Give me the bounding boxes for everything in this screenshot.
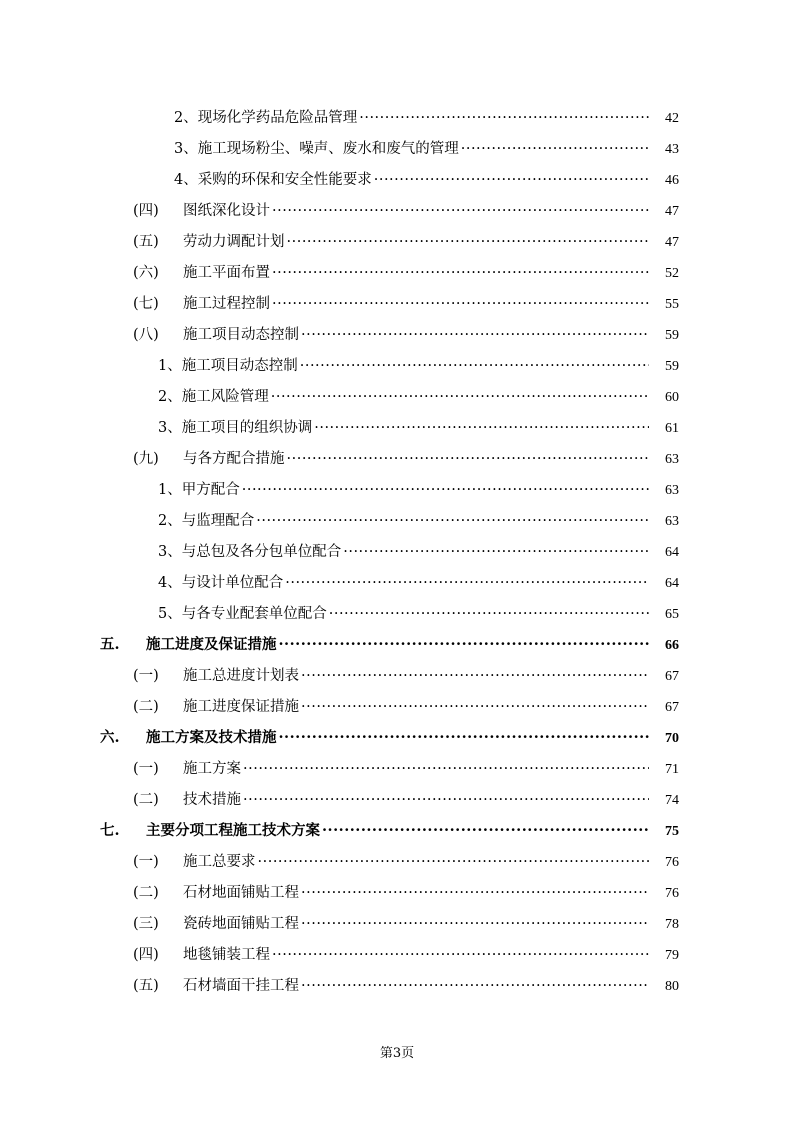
toc-entry-number: 六.: [100, 729, 120, 747]
toc-entry[interactable]: [0, 692, 794, 723]
toc-entry-title: 现场化学药品危险品管理: [197, 110, 358, 127]
toc-entry[interactable]: [0, 289, 794, 320]
dot-leader: [287, 235, 650, 250]
dot-leader: [461, 142, 649, 157]
toc-entry-body: [133, 917, 651, 932]
dot-leader: [301, 917, 649, 932]
toc-entry-title: 与监理配合: [181, 513, 255, 530]
toc-entry[interactable]: [0, 723, 794, 754]
dot-leader: [287, 452, 650, 467]
toc-entry-title: 主要分项工程施工技术方案: [146, 822, 320, 840]
toc-entry[interactable]: [0, 320, 794, 351]
toc-entry[interactable]: [0, 258, 794, 289]
toc-entry[interactable]: [0, 785, 794, 816]
toc-entry-body: [174, 142, 651, 157]
toc-entry-page-number: 59: [665, 327, 679, 343]
toc-entry[interactable]: [0, 816, 794, 847]
toc-entry-body: [133, 266, 651, 281]
toc-entry-page-number: 67: [665, 668, 679, 684]
toc-entry-body: [133, 297, 651, 312]
toc-entry[interactable]: [0, 475, 794, 506]
toc-entry[interactable]: [0, 878, 794, 909]
toc-entry[interactable]: [0, 165, 794, 196]
toc-entry-number: (九): [133, 451, 159, 468]
toc-entry-number: 3、: [174, 141, 198, 158]
toc-entry-number: (一): [133, 854, 159, 871]
toc-entry[interactable]: [0, 506, 794, 537]
toc-entry-number: (五): [133, 234, 159, 251]
dot-leader: [343, 545, 649, 560]
dot-leader: [272, 204, 649, 219]
dot-leader: [314, 421, 649, 436]
toc-entry-title: 施工风险管理: [181, 389, 269, 406]
dot-leader: [301, 886, 649, 901]
toc-entry-number: (八): [133, 327, 159, 344]
toc-entry-page-number: 66: [665, 637, 679, 653]
dot-leader: [374, 173, 649, 188]
toc-entry[interactable]: [0, 537, 794, 568]
toc-entry-title: 施工过程控制: [183, 296, 270, 313]
toc-entry-number: (三): [133, 916, 159, 933]
dot-leader: [271, 390, 649, 405]
toc-entry-page-number: 67: [665, 699, 679, 715]
toc-entry[interactable]: [0, 568, 794, 599]
toc-entry-page-number: 60: [665, 389, 679, 405]
toc-entry-body: [133, 793, 651, 808]
dot-leader: [243, 762, 649, 777]
toc-entry-number: 1、: [158, 482, 182, 499]
toc-entry-number: 七.: [100, 822, 120, 840]
toc-entry-body: [158, 390, 651, 405]
toc-entry-page-number: 63: [665, 513, 679, 529]
toc-entry-body: [133, 328, 651, 343]
toc-entry-number: (一): [133, 761, 159, 778]
toc-entry-title: 石材墙面干挂工程: [183, 978, 299, 995]
toc-entry-page-number: 63: [665, 482, 679, 498]
toc-entry-body: [158, 545, 651, 560]
toc-entry-body: [133, 886, 651, 901]
toc-entry-page-number: 64: [665, 544, 679, 560]
dot-leader: [301, 700, 649, 715]
toc-entry-page-number: 75: [665, 823, 679, 839]
toc-entry-page-number: 78: [665, 916, 679, 932]
toc-entry-number: 4、: [174, 172, 198, 189]
toc-entry-body: [158, 607, 651, 622]
toc-entry-number: 4、: [158, 575, 182, 592]
toc-entry-page-number: 47: [665, 234, 679, 250]
toc-entry-page-number: 65: [665, 606, 679, 622]
toc-entry-body: [158, 421, 651, 436]
toc-entry-page-number: 46: [665, 172, 679, 188]
toc-entry[interactable]: [0, 661, 794, 692]
toc-entry-number: 2、: [158, 389, 182, 406]
toc-entry-body: [133, 452, 651, 467]
toc-entry-title: 施工进度保证措施: [183, 699, 299, 716]
toc-entry-title: 施工方案: [183, 761, 241, 778]
toc-entry-body: [133, 855, 651, 870]
toc-entry-page-number: 47: [665, 203, 679, 219]
toc-entry[interactable]: [0, 413, 794, 444]
dot-leader: [279, 731, 650, 746]
dot-leader: [272, 266, 649, 281]
toc-entry-page-number: 63: [665, 451, 679, 467]
toc-entry-body: [174, 111, 651, 126]
toc-entry-page-number: 55: [665, 296, 679, 312]
toc-entry-number: 2、: [174, 110, 198, 127]
toc-entry-number: (四): [133, 203, 159, 220]
toc-entry-title: 技术措施: [183, 792, 241, 809]
toc-entry-title: 施工项目的组织协调: [181, 420, 313, 437]
toc-entry-title: 采购的环保和安全性能要求: [197, 172, 372, 189]
dot-leader: [272, 948, 649, 963]
toc-entry-page-number: 70: [665, 730, 679, 746]
toc-entry-body: [158, 514, 651, 529]
toc-entry-page-number: 76: [665, 885, 679, 901]
dot-leader: [256, 514, 649, 529]
toc-entry[interactable]: [0, 630, 794, 661]
toc-entry-body: [133, 762, 651, 777]
toc-entry-number: (二): [133, 699, 159, 716]
toc-entry-title: 石材地面铺贴工程: [183, 885, 299, 902]
toc-entry-page-number: 79: [665, 947, 679, 963]
toc-entry-title: 与各专业配套单位配合: [181, 606, 327, 623]
toc-entry-page-number: 64: [665, 575, 679, 591]
toc-entry[interactable]: [0, 909, 794, 940]
toc-entry-title: 与设计单位配合: [181, 575, 284, 592]
toc-entry-title: 地毯铺装工程: [183, 947, 270, 964]
dot-leader: [258, 855, 650, 870]
toc-entry-title: 与各方配合措施: [183, 451, 285, 468]
toc-entry-number: 五.: [100, 636, 120, 654]
toc-entry[interactable]: [0, 351, 794, 382]
toc-entry-body: [174, 173, 651, 188]
toc-entry[interactable]: [0, 196, 794, 227]
dot-leader: [242, 483, 649, 498]
toc-entry-title: 瓷砖地面铺贴工程: [183, 916, 299, 933]
toc-entry-body: [133, 948, 651, 963]
toc-entry-number: (二): [133, 885, 159, 902]
toc-entry-body: [133, 669, 651, 684]
toc-entry[interactable]: [0, 599, 794, 630]
toc-entry[interactable]: [0, 847, 794, 878]
page-footer: 第3页: [379, 1046, 415, 1061]
dot-leader: [301, 328, 649, 343]
toc-entry-title: 施工平面布置: [183, 265, 270, 282]
toc-entry[interactable]: [0, 940, 794, 971]
table-of-contents: [0, 103, 794, 1002]
toc-entry-body: [133, 235, 651, 250]
toc-entry-title: 施工项目动态控制: [181, 358, 298, 375]
dot-leader: [279, 638, 650, 653]
toc-entry-title: 施工总进度计划表: [183, 668, 299, 685]
toc-entry-title: 与总包及各分包单位配合: [181, 544, 342, 561]
toc-entry[interactable]: [0, 971, 794, 1002]
toc-entry[interactable]: [0, 227, 794, 258]
toc-entry-body: [100, 638, 651, 653]
toc-entry-title: 劳动力调配计划: [183, 234, 285, 251]
toc-entry-page-number: 71: [665, 761, 679, 777]
toc-entry-number: (五): [133, 978, 159, 995]
toc-entry-page-number: 59: [665, 358, 679, 374]
dot-leader: [322, 824, 649, 839]
toc-entry-title: 施工进度及保证措施: [146, 636, 277, 654]
toc-entry[interactable]: [0, 382, 794, 413]
toc-entry-body: [100, 824, 651, 839]
toc-entry-body: [100, 731, 651, 746]
toc-entry-page-number: 76: [665, 854, 679, 870]
toc-entry-number: 2、: [158, 513, 182, 530]
toc-entry-page-number: 42: [665, 110, 679, 126]
toc-entry[interactable]: [0, 103, 794, 134]
toc-entry-body: [133, 204, 651, 219]
dot-leader: [300, 359, 649, 374]
toc-entry-number: 3、: [158, 420, 182, 437]
toc-entry-page-number: 52: [665, 265, 679, 281]
toc-entry-number: (一): [133, 668, 159, 685]
toc-entry[interactable]: [0, 444, 794, 475]
dot-leader: [272, 297, 649, 312]
toc-entry-number: (六): [133, 265, 159, 282]
toc-entry-page-number: 74: [665, 792, 679, 808]
toc-entry-page-number: 43: [665, 141, 679, 157]
toc-entry-title: 施工方案及技术措施: [146, 729, 277, 747]
toc-entry-body: [158, 576, 651, 591]
dot-leader: [301, 979, 649, 994]
toc-entry-title: 施工现场粉尘、噪声、废水和废气的管理: [197, 141, 459, 158]
toc-entry-number: (四): [133, 947, 159, 964]
toc-entry-body: [158, 483, 651, 498]
toc-entry-number: (七): [133, 296, 159, 313]
toc-entry-title: 施工总要求: [183, 854, 256, 871]
toc-entry[interactable]: [0, 134, 794, 165]
toc-entry-number: 3、: [158, 544, 182, 561]
toc-entry-title: 施工项目动态控制: [183, 327, 299, 344]
dot-leader: [329, 607, 649, 622]
toc-entry-number: 5、: [158, 606, 182, 623]
toc-entry-page-number: 61: [665, 420, 679, 436]
dot-leader: [359, 111, 649, 126]
toc-entry-number: 1、: [158, 358, 182, 375]
toc-entry-body: [133, 700, 651, 715]
toc-entry-title: 图纸深化设计: [183, 203, 270, 220]
dot-leader: [243, 793, 649, 808]
dot-leader: [301, 669, 649, 684]
toc-entry[interactable]: [0, 754, 794, 785]
toc-entry-number: (二): [133, 792, 159, 809]
toc-entry-body: [133, 979, 651, 994]
toc-entry-page-number: 80: [665, 978, 679, 994]
toc-entry-title: 甲方配合: [181, 482, 240, 499]
dot-leader: [285, 576, 649, 591]
toc-entry-body: [158, 359, 651, 374]
